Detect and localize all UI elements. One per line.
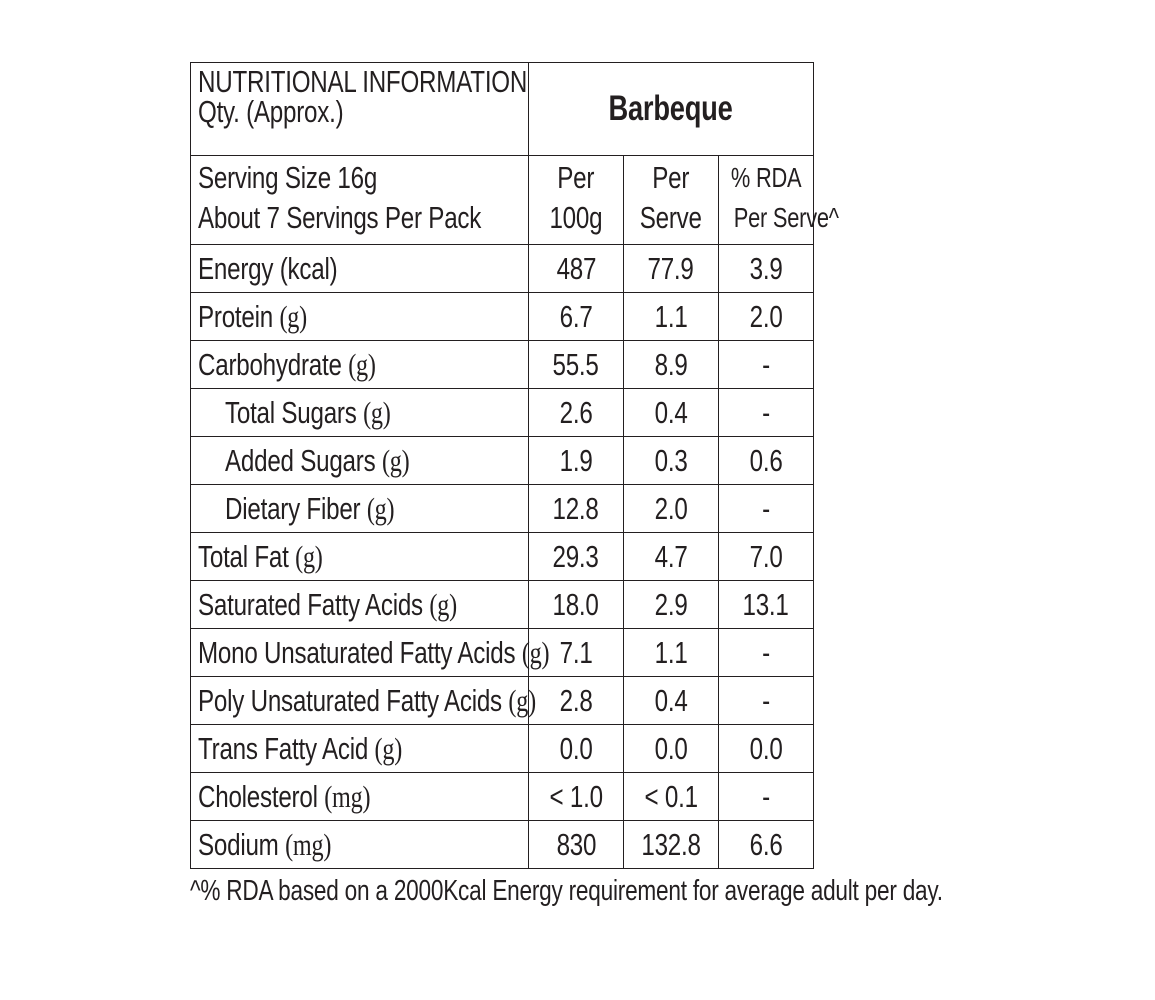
product-name-cell xyxy=(529,63,814,156)
nutrient-name: Trans Fatty Acid (g) xyxy=(191,725,529,773)
nutrient-name: Saturated Fatty Acids (g) xyxy=(191,581,529,629)
table-row xyxy=(191,725,814,773)
column-header-per-serve: Per Serve xyxy=(624,156,719,245)
value-per-serve: 77.9 xyxy=(624,245,719,293)
value-rda: 3.9 xyxy=(719,245,814,293)
table-row xyxy=(191,437,814,485)
value-rda: - xyxy=(719,677,814,725)
table-row xyxy=(191,677,814,725)
value-per-serve: 2.9 xyxy=(624,581,719,629)
serving-info-cell xyxy=(191,156,529,245)
value-per-serve: 1.1 xyxy=(624,629,719,677)
table-row xyxy=(191,629,814,677)
value-rda: - xyxy=(719,629,814,677)
value-per-serve: 8.9 xyxy=(624,341,719,389)
table-title-cell xyxy=(191,63,529,156)
table-row xyxy=(191,533,814,581)
table-row xyxy=(191,485,814,533)
table-title: NUTRITIONAL INFORMATION xyxy=(198,64,528,99)
value-per-100g: 830 xyxy=(529,821,624,869)
value-per-100g: 29.3 xyxy=(529,533,624,581)
column-header-row xyxy=(191,156,814,245)
nutrient-name: Protein (g) xyxy=(191,293,529,341)
value-rda: 13.1 xyxy=(719,581,814,629)
table-row xyxy=(191,821,814,869)
quantity-note: Qty. (Approx.) xyxy=(198,94,344,129)
nutrient-name: Carbohydrate (g) xyxy=(191,341,529,389)
table-row xyxy=(191,389,814,437)
serving-size: Serving Size 16g xyxy=(198,160,378,195)
value-per-100g: 487 xyxy=(529,245,624,293)
value-per-100g: 12.8 xyxy=(529,485,624,533)
table-row xyxy=(191,245,814,293)
nutrient-name: Poly Unsaturated Fatty Acids (g) xyxy=(191,677,529,725)
table-row xyxy=(191,773,814,821)
value-per-serve: < 0.1 xyxy=(624,773,719,821)
nutrient-name: Added Sugars (g) xyxy=(191,437,529,485)
value-per-100g: 0.0 xyxy=(529,725,624,773)
nutrient-name: Total Sugars (g) xyxy=(191,389,529,437)
table-row xyxy=(191,293,814,341)
servings-per-pack: About 7 Servings Per Pack xyxy=(198,200,482,235)
value-per-serve: 0.0 xyxy=(624,725,719,773)
nutrient-name: Dietary Fiber (g) xyxy=(191,485,529,533)
value-per-100g: 18.0 xyxy=(529,581,624,629)
value-per-serve: 2.0 xyxy=(624,485,719,533)
nutrient-name: Sodium (mg) xyxy=(191,821,529,869)
table-row xyxy=(191,341,814,389)
value-rda: - xyxy=(719,389,814,437)
table-row xyxy=(191,581,814,629)
value-rda: 7.0 xyxy=(719,533,814,581)
value-per-100g: < 1.0 xyxy=(529,773,624,821)
rda-footnote: ^% RDA based on a 2000Kcal Energy requirement for average adult per day. xyxy=(190,875,943,907)
nutrient-name: Mono Unsaturated Fatty Acids (g) xyxy=(191,629,529,677)
value-rda: 0.0 xyxy=(719,725,814,773)
value-per-serve: 4.7 xyxy=(624,533,719,581)
value-rda: 6.6 xyxy=(719,821,814,869)
nutrient-name: Energy (kcal) xyxy=(191,245,529,293)
value-per-100g: 1.9 xyxy=(529,437,624,485)
value-per-100g: 2.6 xyxy=(529,389,624,437)
value-rda: - xyxy=(719,341,814,389)
value-per-serve: 1.1 xyxy=(624,293,719,341)
column-header-per-100g: Per 100g xyxy=(529,156,624,245)
value-per-serve: 0.3 xyxy=(624,437,719,485)
table-header-row xyxy=(191,63,814,156)
nutrition-table xyxy=(190,62,839,869)
value-per-100g: 7.1 xyxy=(529,629,624,677)
value-per-100g: 6.7 xyxy=(529,293,624,341)
value-rda: 0.6 xyxy=(719,437,814,485)
value-rda: - xyxy=(719,773,814,821)
nutrient-name: Total Fat (g) xyxy=(191,533,529,581)
value-per-100g: 55.5 xyxy=(529,341,624,389)
nutrient-name: Cholesterol (mg) xyxy=(191,773,529,821)
value-per-serve: 0.4 xyxy=(624,677,719,725)
value-rda: - xyxy=(719,485,814,533)
column-header-rda: % RDA Per Serve^ xyxy=(719,156,814,245)
value-per-serve: 132.8 xyxy=(624,821,719,869)
value-per-serve: 0.4 xyxy=(624,389,719,437)
product-name: Barbeque xyxy=(608,89,734,128)
value-per-100g: 2.8 xyxy=(529,677,624,725)
value-rda: 2.0 xyxy=(719,293,814,341)
